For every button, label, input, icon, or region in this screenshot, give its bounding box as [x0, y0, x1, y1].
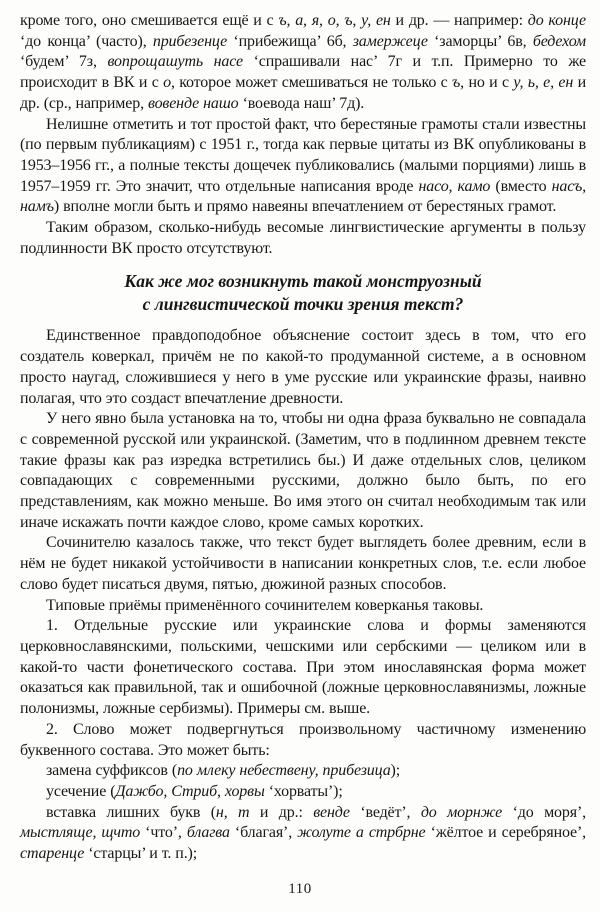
text-run: ‘до конца’ (часто), [20, 32, 153, 50]
text-run: ‘ведёт’, [349, 803, 421, 821]
text-run: , но и с [460, 74, 514, 92]
text-run: ‘хорваты’); [264, 782, 343, 800]
cited-form: насъ, намъ [20, 177, 586, 216]
text-run: ‘прибежища’ 6б, [227, 32, 353, 50]
text-run: вставка лишних букв ( [46, 803, 216, 821]
cited-form: Дажбо, Стриб, хорвы [115, 782, 265, 800]
text-run: и др.: [249, 803, 314, 821]
text-run: ‘старцы’ и т. п.); [84, 845, 198, 863]
cited-form: жолуте а стрбрне [297, 824, 426, 842]
text-run: ‘благая’, [229, 824, 298, 842]
text-run: ‘спрашивали нас’ 7г и т.п. Примерно то же происходит в ВК и с [20, 53, 586, 92]
text-run: ‘заморцы’ 6в, [427, 32, 533, 50]
paragraph [20, 596, 586, 617]
paragraph [20, 761, 586, 782]
text-run: (вместо [490, 177, 552, 195]
text-run: замена суффиксов ( [46, 762, 178, 780]
text-run: ‘будем’ 7з, [20, 53, 108, 71]
paragraph [20, 326, 586, 409]
cited-form: мыстляще, щчто [20, 824, 141, 842]
cited-form: ъ [452, 74, 461, 92]
cited-form: вовенде нашо [147, 94, 239, 112]
text-run: Типовые приёмы применённого сочинителем коверканья таковы. [46, 596, 484, 614]
paragraph [20, 218, 586, 259]
text-run: кроме того, оно смешивается ещё и с [20, 12, 279, 29]
paragraph [20, 115, 586, 219]
paragraph [20, 720, 586, 761]
text-run: и др. — например: [390, 12, 528, 29]
paragraph [20, 533, 586, 595]
page-number: 110 [288, 881, 312, 897]
cited-form: венде [313, 803, 350, 821]
cited-form: до конце [527, 12, 586, 29]
text-run: Таким образом, сколько-нибудь весомые лингвистические аргументы в пользу подлинности ВК просто отсутствуют. [20, 219, 586, 257]
text-run: , которое может смешиваться не только с [170, 74, 453, 92]
cited-form: о [163, 74, 171, 92]
paragraph [20, 616, 586, 720]
text-run: Сочинителю казалось также, что текст будет выглядеть более древним, если в нём не будет никакой устойчивости в написании конкретных слов, т.е. если любое слово будет писаться двумя, пятью, дюжиной разных способов. [20, 534, 586, 593]
cited-form: насо, камо [418, 177, 491, 195]
text-run: Нелишне отметить и тот простой факт, что берестяные грамоты стали известны (по первым публикациям) с 1951 г., тогда как первые цитаты из ВК опубликованы в 1953–1956 гг., а полные тексты дощечек публиковались (малыми порциями) лишь в 1957–1959 гг. Это значит, что отдельные написания вроде [20, 115, 586, 195]
cited-form: до морнже [420, 803, 503, 821]
cited-form: ъ, а, я, о, ъ, у, ен [278, 12, 391, 29]
cited-form: бедехом [532, 32, 586, 50]
cited-form: старенце [20, 845, 85, 863]
text-run: ‘до моря’, [502, 803, 586, 821]
page-content [20, 11, 586, 865]
cited-form: благва [186, 824, 230, 842]
heading-line: Как же мог возникнуть такой монструозный [124, 271, 482, 292]
text-run: и др. (ср., например, [20, 74, 586, 112]
cited-form: замержеце [352, 32, 428, 50]
paragraph [20, 803, 586, 865]
text-run: усечение ( [46, 782, 116, 800]
text-run: 2. Слово может подвергнуться произвольному частичному изменению буквенного состава. Это может быть: [20, 720, 586, 759]
text-run: 1. Отдельные русские или украинские слова и формы заменяются церковнославянскими, польскими, чешскими или сербскими — целиком или в какой-то части фонетического состава. При этом инославянская форма может оказаться как правильной, так и ошибочной (ложные церковнославянизмы, ложные полонизмы, ложные сербизмы). Примеры см. выше. [20, 617, 586, 718]
paragraph [20, 409, 586, 533]
text-run: ‘что’, [140, 824, 187, 842]
cited-form: вопрощашуть насе [107, 53, 243, 71]
cited-form: прибезенце [152, 32, 228, 50]
text-run: ) вполне могли быть и прямо навеяны впечатлением от берестяных грамот. [53, 198, 557, 216]
cited-form: у, ь, е, ен [513, 74, 574, 92]
section-heading [20, 270, 586, 316]
heading-line: с лингвистической точки зрения текст? [142, 294, 464, 315]
text-run: У него явно была установка на то, чтобы ни одна фраза буквально не совпадала с современной русской или украинской. (Заметим, что в подлинном древнем тексте такие фразы как раз изредка встретились бы.) И даже отдельных слов, целиком совпадающих с современными русскими, должно было быть, по его представлениям, как можно меньше. Во имя этого он считал необходимым так или иначе искажать почти каждое слово, кроме самых коротких. [20, 410, 586, 531]
text-run: ‘жёлтое и серебряное’, [425, 824, 587, 842]
cited-form: по млеку небествену, прибезица [177, 762, 391, 780]
cited-form: н, т [215, 803, 250, 821]
text-run: ); [390, 762, 401, 780]
paragraph [20, 782, 586, 803]
text-run: Единственное правдоподобное объяснение состоит здесь в том, что его создатель коверкал, причём не по какой-то продуманной системе, а в основном просто наугад, сложившиеся у него в уме русские или украинские фразы, наивно полагая, что это создаст впечатление древности. [20, 327, 586, 407]
paragraph [20, 11, 586, 115]
text-run: ‘воевода наш’ 7д). [238, 94, 365, 112]
